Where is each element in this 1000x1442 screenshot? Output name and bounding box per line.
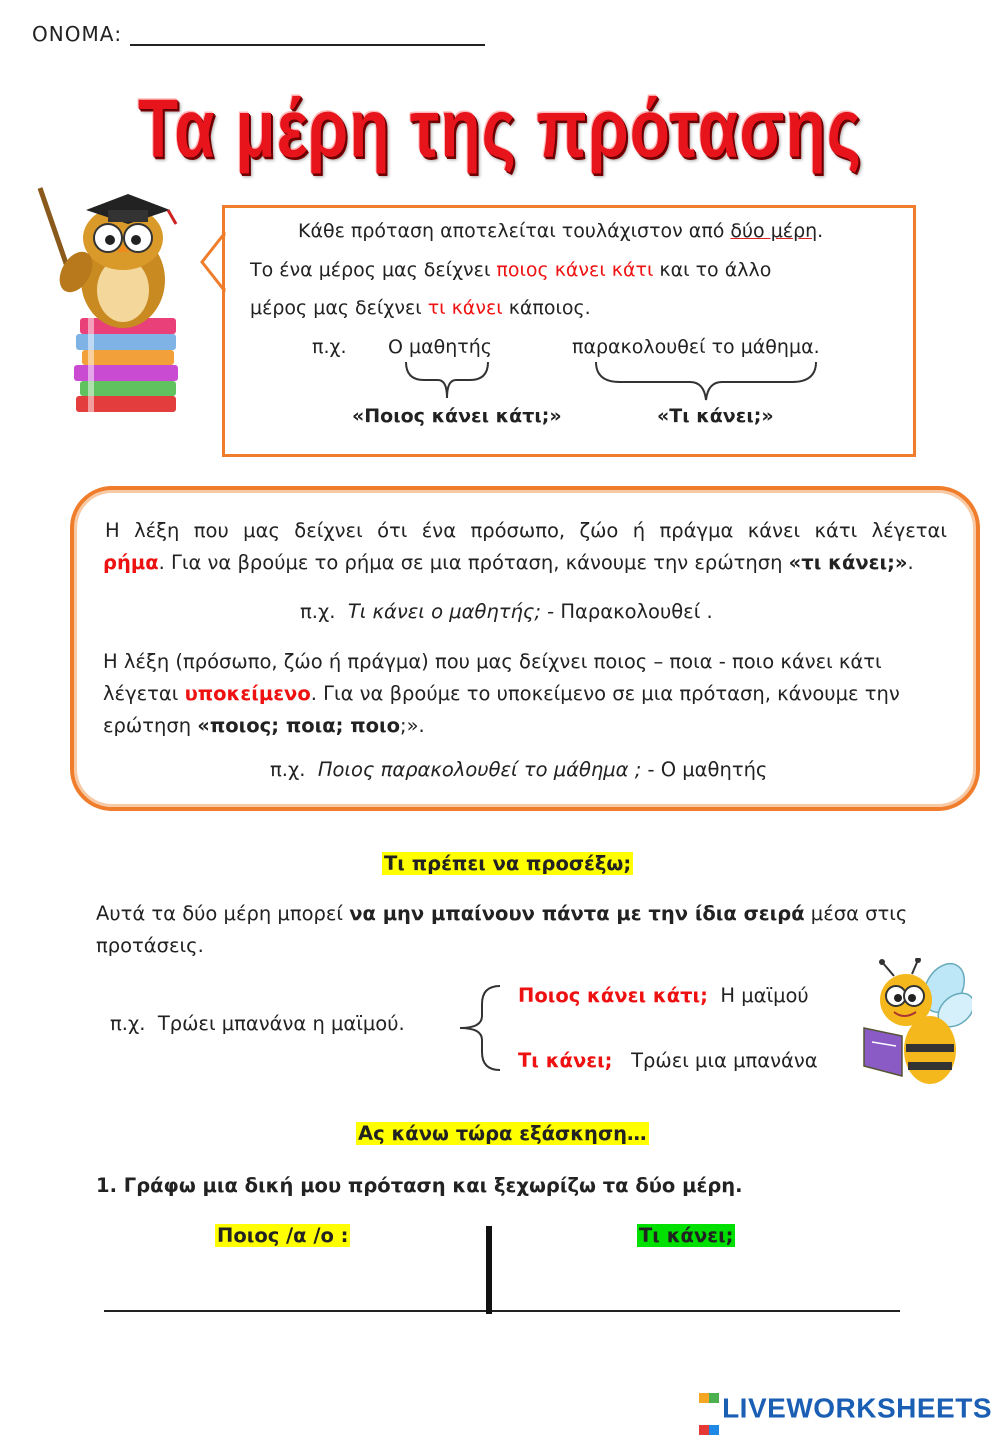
column-divider — [486, 1226, 492, 1314]
owl-books-illustration — [28, 180, 188, 430]
question-verb: «Τι κάνει;» — [657, 405, 774, 427]
attention-line1: Αυτά τα δύο μέρη μπορεί να μην μπαίνουν πάντα με την ίδια σειρά μέσα στις — [96, 902, 908, 925]
box2-p2-line1: Η λέξη (πρόσωπο, ζώο ή πράγμα) που μας δείχνει ποιος – ποια - ποιο κάνει κάτι — [103, 650, 882, 673]
example-brace — [456, 982, 504, 1074]
box2-p1-line2: ρήμα. Για να βρούμε το ρήμα σε μια πρόταση, κάνουμε την ερώτηση «τι κάνει;». — [103, 551, 914, 574]
liveworksheets-logo: LIVEWORKSHEETS — [699, 1378, 992, 1442]
liveworksheets-icon — [699, 1378, 719, 1442]
question-subject: «Ποιος κάνει κάτι;» — [352, 405, 562, 427]
box2-p2-line2: λέγεται υποκείμενο. Για να βρούμε το υποκείμενο σε μια πρόταση, κάνουμε την — [103, 682, 900, 705]
question-1: 1. Γράφω μια δική μου πρόταση και ξεχωρίζω τα δύο μέρη. — [96, 1174, 743, 1197]
page-title: Τα μέρη της πρότασης — [137, 81, 863, 174]
box2-example2: π.χ. Ποιος παρακολουθεί το μάθημα ; - Ο μαθητής — [270, 758, 768, 781]
column-who-label: Ποιος /α /ο : — [217, 1224, 349, 1247]
subject-brace — [400, 360, 495, 404]
exercise-heading: Ας κάνω τώρα εξάσκηση… — [358, 1122, 647, 1145]
attention-example: π.χ. Τρώει μπανάνα η μαϊμού. — [110, 1012, 405, 1035]
verb-brace — [590, 360, 822, 404]
example-subject: Ο μαθητής — [388, 336, 492, 358]
box2-p1-line1: Η λέξη που μας δείχνει ότι ένα πρόσωπο, ζώο ή πράγμα κάνει κάτι λέγεται — [105, 519, 947, 542]
box1-line1: Κάθε πρόταση αποτελείται τουλάχιστον από δύο μέρη. — [298, 220, 824, 242]
verb-term: ρήμα — [103, 551, 159, 574]
box1-line3: μέρος μας δείχνει τι κάνει κάποιος. — [250, 297, 591, 319]
subject-term: υποκείμενο — [184, 682, 311, 705]
answer-line-who[interactable] — [104, 1310, 486, 1312]
definition-box — [222, 205, 916, 457]
attention-line2: προτάσεις. — [96, 934, 204, 957]
bee-reading-illustration — [852, 958, 972, 1098]
name-field — [32, 22, 485, 46]
box2-p2-line3: ερώτηση «ποιος; ποια; ποιο;». — [103, 714, 425, 737]
name-blank-line[interactable] — [130, 22, 485, 46]
example-label: π.χ. — [312, 336, 347, 358]
box1-line2: Το ένα μέρος μας δείχνει ποιος κάνει κάτι και το άλλο — [250, 259, 772, 281]
answer-line-what[interactable] — [492, 1310, 900, 1312]
attention-heading: Τι πρέπει να προσέξω; — [384, 852, 632, 875]
what-row: Τι κάνει; Τρώει μια μπανάνα — [518, 1049, 818, 1072]
box2-example1: π.χ. Τι κάνει ο μαθητής; - Παρακολουθεί . — [300, 600, 713, 623]
name-label: ΟΝΟΜΑ: — [32, 22, 123, 46]
example-verb: παρακολουθεί το μάθημα. — [572, 336, 820, 358]
column-what-label: Τι κάνει; — [639, 1224, 734, 1247]
two-parts-underlined: δύο μέρη — [730, 220, 818, 242]
who-row: Ποιος κάνει κάτι; Η μαϊμού — [518, 984, 809, 1007]
